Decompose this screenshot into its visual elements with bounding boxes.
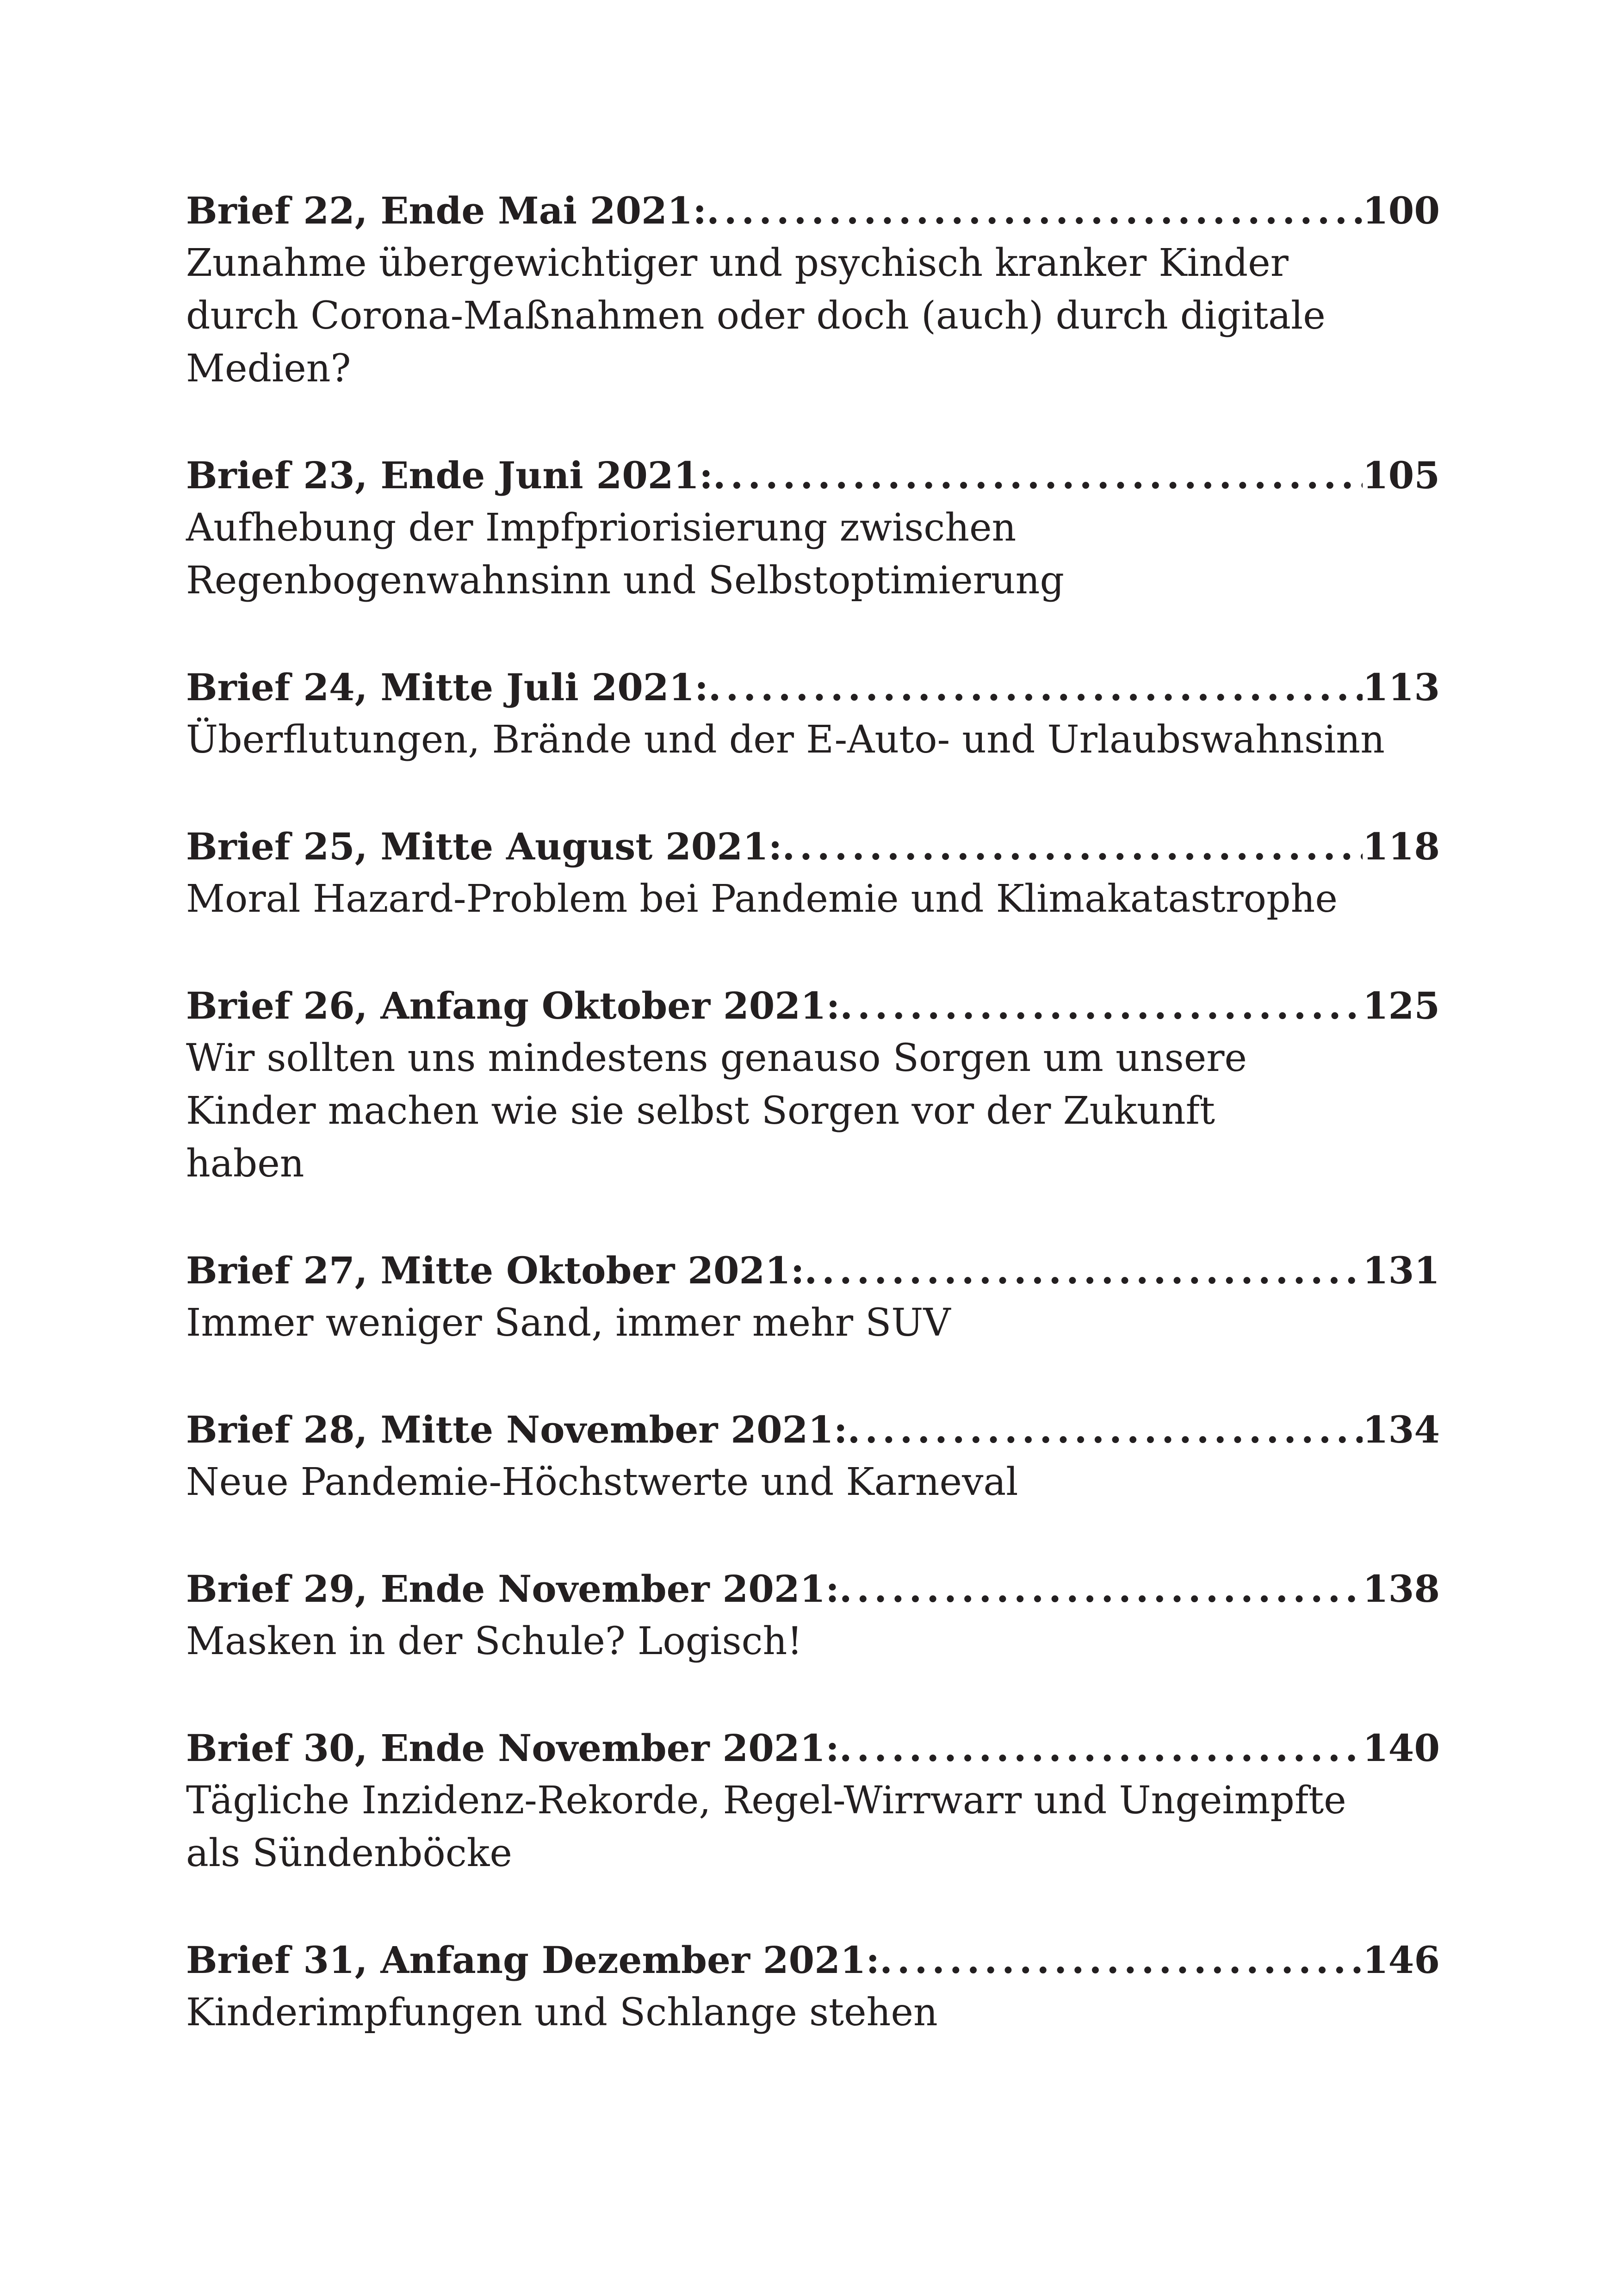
toc-entry-header	[186, 1722, 1440, 1774]
toc-entry-description: Aufhebung der Impfpriorisierung zwischen Regenbogenwahnsinn und Selbstoptimierung	[186, 506, 1064, 603]
toc-page-number: 125	[1363, 984, 1440, 1027]
toc-page-number: 146	[1363, 1938, 1440, 1982]
toc-entry-title: Brief 28, Mitte November 2021:	[186, 1408, 848, 1451]
spacer	[186, 1668, 1440, 1722]
toc-entry-title: Brief 27, Mitte Oktober 2021:	[186, 1249, 805, 1292]
toc-page-number: 105	[1363, 454, 1440, 497]
toc-entry-brief-26	[186, 979, 1440, 1190]
toc-entry-brief-31	[186, 1934, 1440, 2039]
toc-entry-title: Brief 29, Ende November 2021:	[186, 1567, 839, 1611]
toc-page-number: 113	[1363, 666, 1440, 709]
toc-entry-description: Moral Hazard-Problem bei Pandemie und Klimakatastrophe	[186, 877, 1338, 921]
toc-entry-brief-24	[186, 661, 1440, 766]
spacer	[186, 766, 1440, 820]
dot-leader	[804, 1244, 1363, 1297]
toc-entry-header	[186, 1562, 1440, 1615]
toc-entry-title: Brief 24, Mitte Juli 2021:	[186, 666, 708, 709]
toc-entry-description: Kinderimpfungen und Schlange stehen	[186, 1991, 938, 2035]
toc-entry-brief-30	[186, 1722, 1440, 1880]
dot-leader	[848, 1403, 1363, 1456]
table-of-contents	[186, 184, 1440, 2039]
spacer	[186, 1880, 1440, 1934]
toc-entry-header	[186, 1244, 1440, 1297]
toc-entry-description: Tägliche Inzidenz-Rekorde, Regel-Wirrwarr und Ungeimpfte als Sündenböcke	[186, 1779, 1346, 1875]
toc-entry-description: Neue Pandemie-Höchstwerte und Karneval	[186, 1460, 1018, 1504]
toc-page-number: 118	[1363, 825, 1440, 868]
dot-leader	[880, 1934, 1363, 1986]
dot-leader	[713, 449, 1363, 502]
toc-entry-description: Zunahme übergewichtiger und psychisch kranker Kinder durch Corona-Maßnahmen oder doch (auch) durch digitale Medien?	[186, 241, 1326, 391]
spacer	[186, 395, 1440, 449]
spacer	[186, 1350, 1440, 1403]
dot-leader	[782, 820, 1363, 873]
toc-entry-title: Brief 25, Mitte August 2021:	[186, 825, 782, 868]
toc-entry-title: Brief 31, Anfang Dezember 2021:	[186, 1938, 880, 1982]
toc-entry-title: Brief 23, Ende Juni 2021:	[186, 454, 713, 497]
toc-entry-header	[186, 449, 1440, 502]
dot-leader	[707, 184, 1363, 237]
toc-entry-title: Brief 22, Ende Mai 2021:	[186, 189, 707, 232]
toc-entry-brief-28	[186, 1403, 1440, 1509]
spacer	[186, 926, 1440, 979]
toc-entry-title: Brief 30, Ende November 2021:	[186, 1726, 839, 1770]
spacer	[186, 607, 1440, 661]
toc-entry-description: Immer weniger Sand, immer mehr SUV	[186, 1301, 951, 1345]
toc-entry-header	[186, 1403, 1440, 1456]
toc-page-number: 131	[1363, 1249, 1440, 1292]
toc-entry-brief-23	[186, 449, 1440, 607]
toc-entry-header	[186, 979, 1440, 1032]
toc-entry-title: Brief 26, Anfang Oktober 2021:	[186, 984, 840, 1027]
toc-entry-header	[186, 1934, 1440, 1986]
toc-entry-header	[186, 820, 1440, 873]
toc-page-number: 100	[1363, 189, 1440, 232]
toc-entry-header	[186, 661, 1440, 714]
toc-entry-brief-27	[186, 1244, 1440, 1350]
dot-leader	[840, 979, 1363, 1032]
dot-leader	[839, 1722, 1363, 1774]
toc-entry-header	[186, 184, 1440, 237]
toc-page-number: 140	[1363, 1726, 1440, 1770]
dot-leader	[708, 661, 1363, 714]
toc-entry-description: Wir sollten uns mindestens genauso Sorgen um unsere Kinder machen wie sie selbst Sorgen vor der Zukunft haben	[186, 1036, 1247, 1186]
toc-entry-brief-22	[186, 184, 1440, 395]
toc-entry-description: Überflutungen, Brände und der E-Auto- und Urlaubswahnsinn	[186, 718, 1385, 762]
dot-leader	[839, 1562, 1363, 1615]
toc-entry-brief-25	[186, 820, 1440, 926]
toc-page-number: 134	[1363, 1408, 1440, 1451]
toc-entry-brief-29	[186, 1562, 1440, 1668]
spacer	[186, 1190, 1440, 1244]
toc-entry-description: Masken in der Schule? Logisch!	[186, 1619, 803, 1663]
toc-page-number: 138	[1363, 1567, 1440, 1611]
spacer	[186, 1509, 1440, 1562]
